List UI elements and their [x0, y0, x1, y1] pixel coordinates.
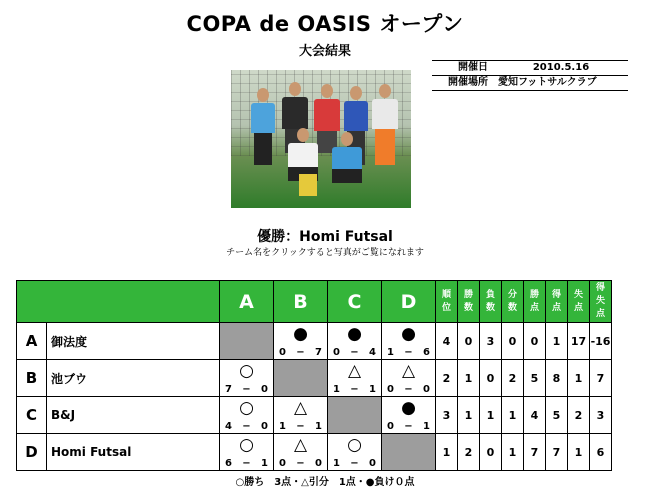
team-name-link[interactable]: 御法度 [47, 323, 220, 360]
score-right: 0 [315, 458, 322, 469]
score-dash: − [242, 384, 251, 395]
stat-cell: 2 [568, 397, 590, 434]
score-dash: − [350, 347, 359, 358]
score-left: 0 [387, 384, 394, 395]
score-left: 7 [225, 384, 232, 395]
stat-cell: 1 [568, 434, 590, 471]
draw-mark-icon: △ [293, 398, 308, 418]
match-score [274, 458, 327, 469]
match-result-cell [220, 360, 274, 397]
match-score [220, 458, 273, 469]
stat-cell: 2 [436, 360, 458, 397]
self-match-cell [382, 434, 436, 471]
team-letter: A [17, 323, 47, 360]
stat-header: 得 失 点 [590, 281, 612, 323]
score-left: 1 [387, 347, 394, 358]
score-left: 0 [279, 347, 286, 358]
photo-person [329, 132, 365, 183]
team-letter: C [17, 397, 47, 434]
legend: ○勝ち 3点・△引分 1点・●負け０点 [235, 477, 415, 488]
trophy-box [299, 174, 317, 196]
photo-person [248, 88, 278, 165]
match-result-cell [382, 323, 436, 360]
team-row [17, 434, 612, 471]
team-name-link[interactable]: 池ブウ [47, 360, 220, 397]
win-mark-icon: ○ [239, 435, 254, 455]
date-label: 開催日 [458, 62, 488, 73]
team-row [17, 323, 612, 360]
stat-cell: 5 [524, 360, 546, 397]
match-result-cell [328, 323, 382, 360]
match-score [382, 347, 435, 358]
stat-cell: 0 [502, 323, 524, 360]
click-note: チーム名をクリックすると写真がご覧になれます [226, 248, 424, 258]
score-right: 1 [261, 458, 268, 469]
score-right: 1 [315, 421, 322, 432]
event-info [432, 60, 628, 91]
stat-cell: 5 [546, 397, 568, 434]
score-right: 0 [261, 384, 268, 395]
match-score [382, 421, 435, 432]
stat-cell: 1 [568, 360, 590, 397]
score-right: 4 [369, 347, 376, 358]
stat-cell: 7 [546, 434, 568, 471]
column-header-b: B [274, 281, 328, 323]
stat-cell: 1 [436, 434, 458, 471]
self-match-cell [274, 360, 328, 397]
score-dash: − [350, 458, 359, 469]
stat-cell: 2 [458, 434, 480, 471]
match-score [382, 384, 435, 395]
team-letter: B [17, 360, 47, 397]
draw-mark-icon: △ [347, 361, 362, 381]
team-name-link[interactable]: B&J [47, 397, 220, 434]
venue-row [432, 75, 628, 91]
match-score [328, 347, 381, 358]
score-right: 0 [423, 384, 430, 395]
stat-cell: 3 [436, 397, 458, 434]
stat-cell: 17 [568, 323, 590, 360]
date-row [432, 60, 628, 75]
stat-header: 勝 数 [458, 281, 480, 323]
loss-mark-icon: ● [347, 324, 362, 344]
match-result-cell [274, 434, 328, 471]
score-dash: − [296, 347, 305, 358]
score-left: 1 [333, 458, 340, 469]
stat-cell: 6 [590, 434, 612, 471]
match-result-cell [274, 323, 328, 360]
page-title: COPA de OASIS オープン [186, 12, 464, 36]
match-result-cell [328, 360, 382, 397]
score-left: 0 [279, 458, 286, 469]
match-score [220, 421, 273, 432]
stat-header: 勝 点 [524, 281, 546, 323]
page-subtitle: 大会結果 [298, 44, 351, 59]
loss-mark-icon: ● [401, 324, 416, 344]
stat-cell: 7 [524, 434, 546, 471]
team-row [17, 397, 612, 434]
score-right: 1 [369, 384, 376, 395]
win-mark-icon: ○ [239, 398, 254, 418]
match-score [328, 458, 381, 469]
stat-cell: -16 [590, 323, 612, 360]
score-left: 0 [387, 421, 394, 432]
match-result-cell [220, 434, 274, 471]
win-mark-icon: ○ [239, 361, 254, 381]
match-score [220, 384, 273, 395]
score-right: 1 [423, 421, 430, 432]
match-result-cell [382, 397, 436, 434]
stat-header: 失 点 [568, 281, 590, 323]
draw-mark-icon: △ [401, 361, 416, 381]
score-dash: − [242, 458, 251, 469]
score-dash: − [404, 421, 413, 432]
date-value: 2010.5.16 [532, 62, 590, 73]
score-left: 1 [333, 384, 340, 395]
draw-mark-icon: △ [293, 435, 308, 455]
column-header-a: A [220, 281, 274, 323]
score-left: 6 [225, 458, 232, 469]
score-dash: − [296, 421, 305, 432]
team-photo [231, 70, 411, 208]
stat-header: 得 点 [546, 281, 568, 323]
team-row [17, 360, 612, 397]
stat-cell: 0 [458, 323, 480, 360]
stat-cell: 1 [502, 434, 524, 471]
stat-cell: 3 [590, 397, 612, 434]
venue-label: 開催場所 [448, 77, 488, 88]
score-left: 1 [279, 421, 286, 432]
stat-cell: 1 [458, 397, 480, 434]
stat-cell: 1 [458, 360, 480, 397]
loss-mark-icon: ● [293, 324, 308, 344]
score-left: 4 [225, 421, 232, 432]
self-match-cell [220, 323, 274, 360]
stat-header: 順 位 [436, 281, 458, 323]
match-score [328, 384, 381, 395]
stat-cell: 7 [590, 360, 612, 397]
self-match-cell [328, 397, 382, 434]
stat-cell: 0 [524, 323, 546, 360]
stat-header: 分 数 [502, 281, 524, 323]
team-letter: D [17, 434, 47, 471]
champion-label: 優勝：Homi Futsal [257, 229, 393, 245]
match-result-cell [274, 397, 328, 434]
stat-cell: 8 [546, 360, 568, 397]
stat-cell: 3 [480, 323, 502, 360]
stat-cell: 0 [480, 434, 502, 471]
stat-cell: 4 [524, 397, 546, 434]
score-dash: − [296, 458, 305, 469]
table-header-row [17, 281, 612, 323]
score-right: 0 [261, 421, 268, 432]
stat-cell: 4 [436, 323, 458, 360]
photo-person [369, 84, 401, 165]
stat-cell: 1 [480, 397, 502, 434]
results-table [16, 280, 612, 471]
match-result-cell [220, 397, 274, 434]
score-right: 0 [369, 458, 376, 469]
stat-cell: 0 [480, 360, 502, 397]
column-header-d: D [382, 281, 436, 323]
match-score [274, 421, 327, 432]
score-left: 0 [333, 347, 340, 358]
score-dash: − [404, 347, 413, 358]
score-dash: − [404, 384, 413, 395]
score-dash: − [242, 421, 251, 432]
loss-mark-icon: ● [401, 398, 416, 418]
column-header-c: C [328, 281, 382, 323]
score-dash: − [350, 384, 359, 395]
score-right: 7 [315, 347, 322, 358]
team-name-link[interactable]: Homi Futsal [47, 434, 220, 471]
win-mark-icon: ○ [347, 435, 362, 455]
header-corner [17, 281, 220, 323]
match-score [274, 347, 327, 358]
stat-header: 負 数 [480, 281, 502, 323]
match-result-cell [328, 434, 382, 471]
match-result-cell [382, 360, 436, 397]
stat-cell: 1 [502, 397, 524, 434]
score-right: 6 [423, 347, 430, 358]
venue-value: 愛知フットサルクラブ [498, 77, 597, 88]
stat-cell: 2 [502, 360, 524, 397]
stat-cell: 1 [546, 323, 568, 360]
